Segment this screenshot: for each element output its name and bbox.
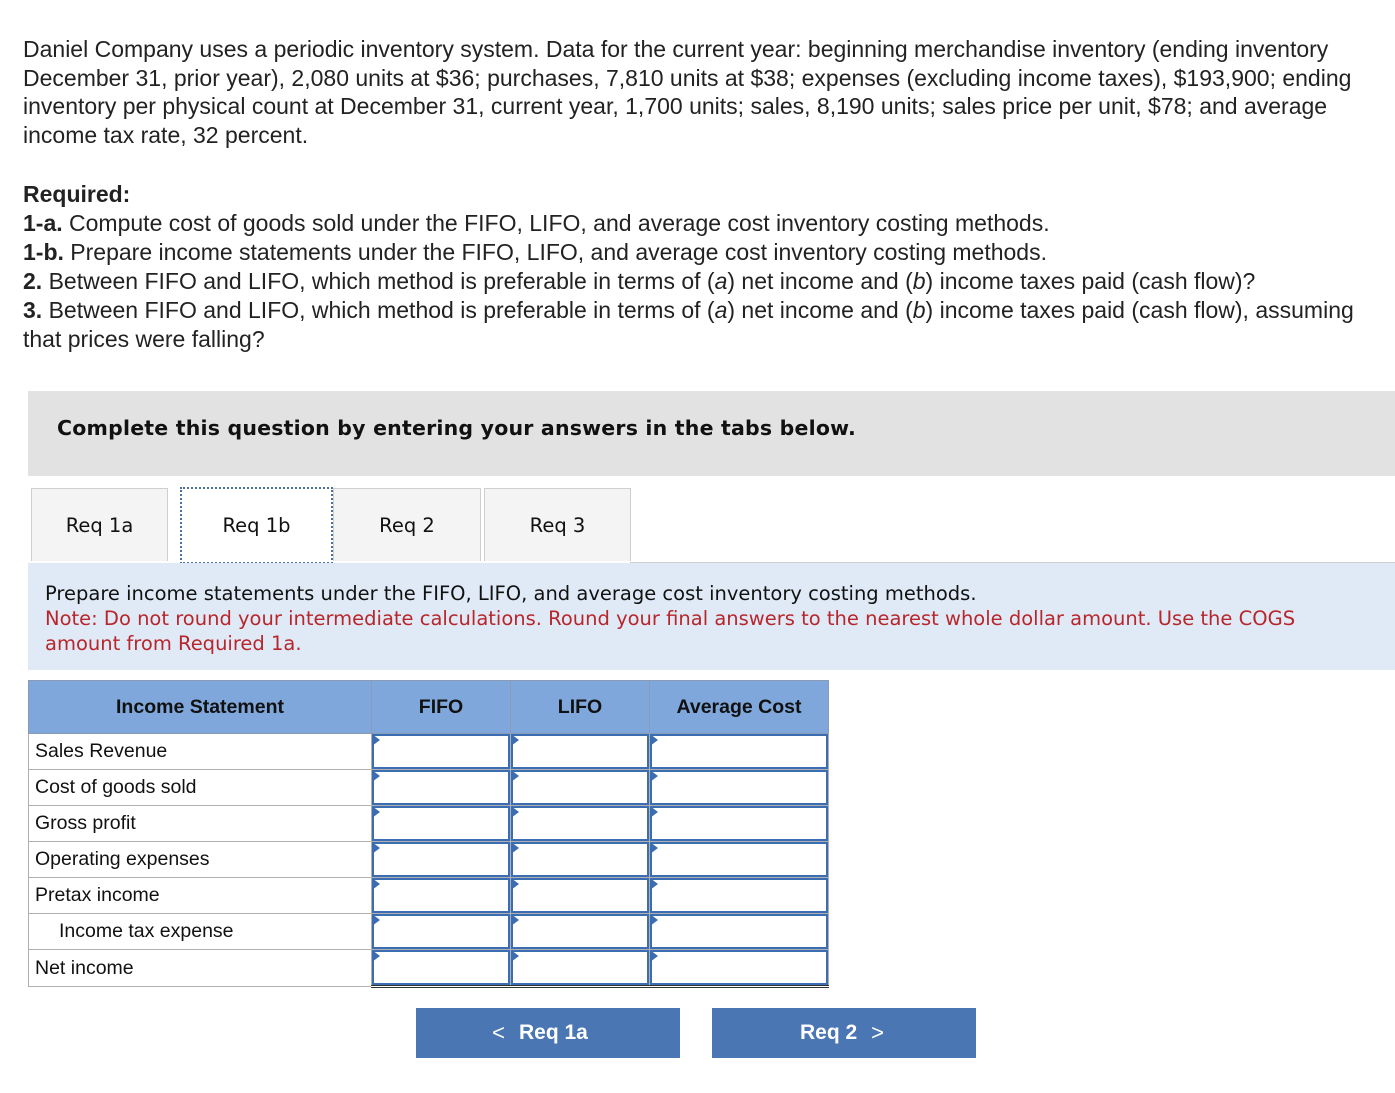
lifo-input[interactable] — [511, 914, 649, 949]
row-label: Cost of goods sold — [29, 770, 372, 806]
instruction-text: Prepare income statements under the FIFO, LIFO, and average cost inventory costing methods. — [45, 582, 977, 605]
cell-fifo — [372, 842, 511, 878]
chevron-right-icon: > — [871, 1020, 885, 1045]
cell-lifo — [511, 914, 650, 950]
tab-instructions — [28, 563, 1395, 670]
input-marker-icon — [372, 770, 380, 782]
input-marker-icon — [511, 914, 519, 926]
cell-lifo — [511, 770, 650, 806]
requirement-2: 2. Between FIFO and LIFO, which method is preferable in terms of (a) net income and (b) income taxes paid (cash flow)? — [23, 268, 1256, 294]
cell-lifo — [511, 950, 650, 987]
tab-req-1b[interactable]: Req 1b — [180, 487, 333, 564]
input-marker-icon — [650, 950, 658, 962]
instructions-banner — [28, 391, 1395, 476]
input-marker-icon — [372, 842, 380, 854]
required-section — [23, 180, 1383, 354]
fifo-input[interactable] — [372, 734, 510, 769]
avg-input[interactable] — [650, 842, 828, 877]
banner-text: Complete this question by entering your answers in the tabs below. — [57, 416, 856, 440]
tab-req-2[interactable]: Req 2 — [333, 488, 481, 561]
fifo-input[interactable] — [372, 806, 510, 841]
cell-fifo — [372, 878, 511, 914]
header-fifo: FIFO — [372, 681, 511, 734]
input-marker-icon — [511, 806, 519, 818]
requirement-1b: 1-b. Prepare income statements under the FIFO, LIFO, and average cost inventory costing methods. — [23, 239, 1047, 265]
table-row — [29, 950, 829, 987]
header-income-statement: Income Statement — [29, 681, 372, 734]
input-marker-icon — [650, 770, 658, 782]
lifo-input[interactable] — [511, 950, 649, 985]
input-marker-icon — [511, 878, 519, 890]
input-marker-icon — [372, 806, 380, 818]
lifo-input[interactable] — [511, 806, 649, 841]
table-row — [29, 842, 829, 878]
requirement-3: 3. Between FIFO and LIFO, which method is preferable in terms of (a) net income and (b) income taxes paid (cash flow), assuming that prices were falling? — [23, 297, 1354, 352]
prev-button-label: Req 1a — [518, 1021, 588, 1044]
lifo-input[interactable] — [511, 770, 649, 805]
lifo-input[interactable] — [511, 842, 649, 877]
chevron-left-icon: < — [492, 1020, 505, 1045]
prev-req-1a-button[interactable] — [416, 1008, 680, 1058]
input-marker-icon — [372, 878, 380, 890]
cell-lifo — [511, 734, 650, 770]
avg-input[interactable] — [650, 950, 828, 985]
lifo-input[interactable] — [511, 878, 649, 913]
cell-fifo — [372, 806, 511, 842]
input-marker-icon — [650, 878, 658, 890]
fifo-input[interactable] — [372, 770, 510, 805]
table-row — [29, 878, 829, 914]
cell-avg — [650, 770, 829, 806]
next-button-label: Req 2 — [799, 1021, 858, 1044]
cell-avg — [650, 914, 829, 950]
cell-lifo — [511, 806, 650, 842]
cell-fifo — [372, 914, 511, 950]
row-label: Pretax income — [29, 878, 372, 914]
instruction-note: Note: Do not round your intermediate calculations. Round your final answers to the nearest whole dollar amount. Use the COGS amount from Required 1a. — [45, 607, 1296, 655]
requirement-1a: 1-a. Compute cost of goods sold under the FIFO, LIFO, and average cost inventory costing methods. — [23, 210, 1050, 236]
input-marker-icon — [372, 734, 380, 746]
row-label: Gross profit — [29, 806, 372, 842]
fifo-input[interactable] — [372, 950, 510, 985]
avg-input[interactable] — [650, 878, 828, 913]
input-marker-icon — [511, 770, 519, 782]
fifo-input[interactable] — [372, 914, 510, 949]
header-average-cost: Average Cost — [650, 681, 829, 734]
input-marker-icon — [650, 734, 658, 746]
cell-avg — [650, 806, 829, 842]
table-row — [29, 914, 829, 950]
problem-intro: Daniel Company uses a periodic inventory system. Data for the current year: beginning merchandise inventory (ending inventory December 31, prior year), 2,080 units at $36; purchases, 7,810 units at $38; expenses (excluding income taxes), $193,900; ending inventory per physical count at December 31, current year, 1,700 units; sales, 8,190 units; sales price per unit, $78; and average income tax rate, 32 percent. — [23, 36, 1352, 148]
row-label: Income tax expense — [29, 914, 372, 950]
avg-input[interactable] — [650, 806, 828, 841]
avg-input[interactable] — [650, 914, 828, 949]
cell-lifo — [511, 878, 650, 914]
next-req-2-button[interactable] — [712, 1008, 976, 1058]
row-label: Net income — [29, 950, 372, 987]
cell-lifo — [511, 842, 650, 878]
cell-fifo — [372, 734, 511, 770]
cell-avg — [650, 950, 829, 987]
input-marker-icon — [372, 950, 380, 962]
cell-avg — [650, 734, 829, 770]
tab-req-1a[interactable]: Req 1a — [31, 488, 168, 561]
cell-fifo — [372, 950, 511, 987]
row-label: Operating expenses — [29, 842, 372, 878]
input-marker-icon — [372, 914, 380, 926]
table-row — [29, 734, 829, 770]
avg-input[interactable] — [650, 770, 828, 805]
tab-req-3[interactable]: Req 3 — [484, 488, 631, 561]
fifo-input[interactable] — [372, 842, 510, 877]
lifo-input[interactable] — [511, 734, 649, 769]
input-marker-icon — [650, 806, 658, 818]
cell-avg — [650, 878, 829, 914]
row-label: Sales Revenue — [29, 734, 372, 770]
table-row — [29, 770, 829, 806]
input-marker-icon — [511, 842, 519, 854]
header-lifo: LIFO — [511, 681, 650, 734]
avg-input[interactable] — [650, 734, 828, 769]
fifo-input[interactable] — [372, 878, 510, 913]
input-marker-icon — [650, 914, 658, 926]
input-marker-icon — [511, 734, 519, 746]
table-row — [29, 806, 829, 842]
income-statement-table — [28, 680, 829, 988]
cell-fifo — [372, 770, 511, 806]
input-marker-icon — [650, 842, 658, 854]
cell-avg — [650, 842, 829, 878]
input-marker-icon — [511, 950, 519, 962]
required-heading: Required: — [23, 181, 131, 207]
